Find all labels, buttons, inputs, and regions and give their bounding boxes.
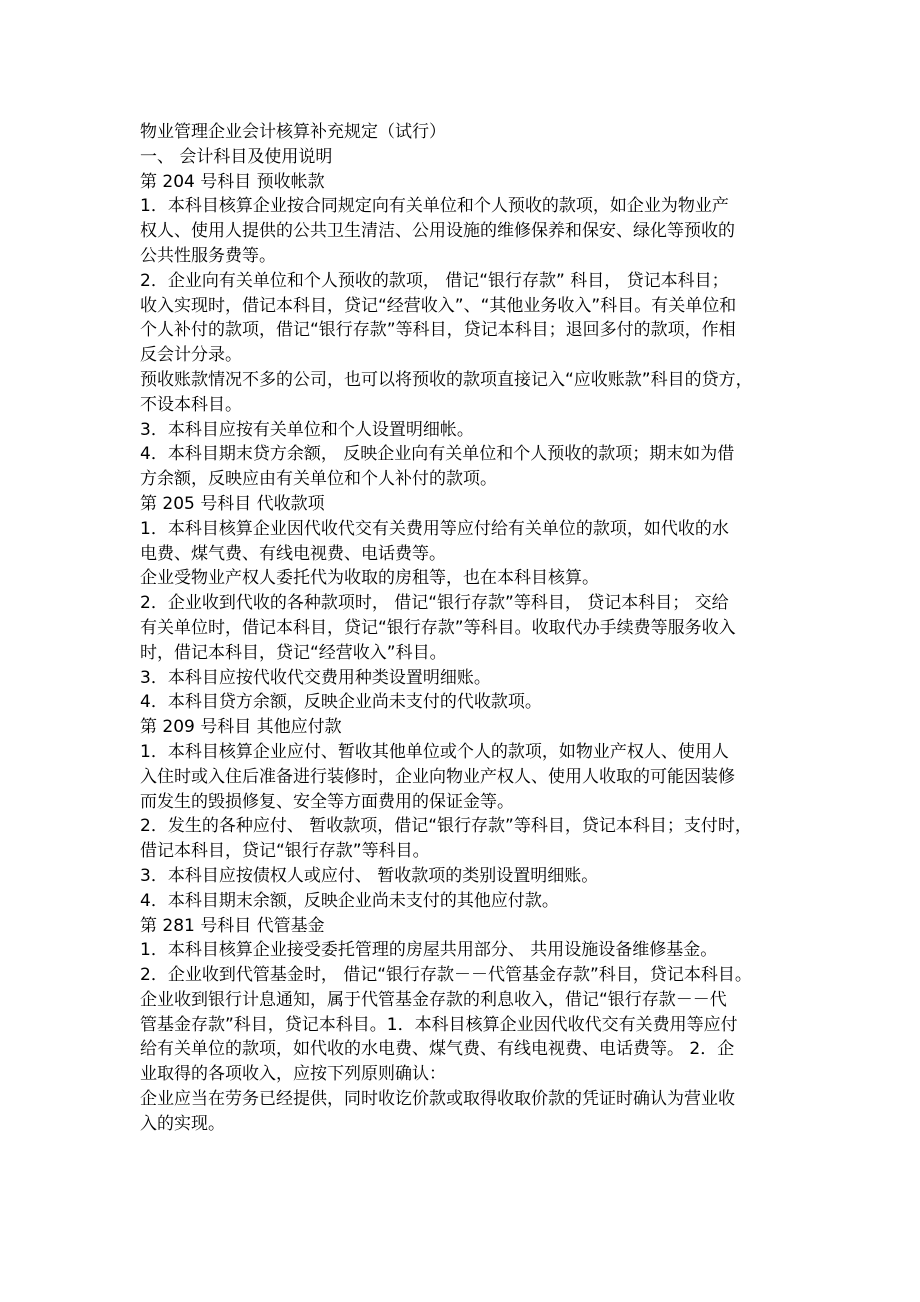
document-line: 第 209 号科目 其他应付款 [140,717,342,738]
document-line: 企业应当在劳务已经提供，同时收讫价款或取得收取价款的凭证时确认为营业收 [140,1089,735,1110]
document-line: 收入实现时，借记本科目，贷记“经营收入”、“其他业务收入”科目。有关单位和 [140,295,737,316]
document-line: 方余额，反映应由有关单位和个人补付的款项。 [140,469,497,490]
document-line: 1．本科目核算企业按合同规定向有关单位和个人预收的款项，如企业为物业产 [140,196,729,217]
document-line: 时，借记本科目，贷记“经营收入”科目。 [140,642,447,663]
document-line: 一、 会计科目及使用说明 [140,146,333,167]
document-line: 有关单位时，借记本科目，贷记“银行存款”等科目。收取代办手续费等服务收入 [140,617,736,638]
document-line: 公共性服务费等。 [140,245,276,266]
document-line: 预收账款情况不多的公司，也可以将预收的款项直接记入“应收账款”科目的贷方， [140,369,753,390]
document-line: 4．本科目期末余额，反映企业尚未支付的其他应付款。 [140,890,559,911]
document-line: 第 204 号科目 预收帐款 [140,171,325,192]
document-line: 4．本科目期末贷方余额， 反映企业向有关单位和个人预收的款项；期末如为借 [140,444,735,465]
document-line: 3．本科目应按代收代交费用种类设置明细账。 [140,667,491,688]
document-line: 给有关单位的款项，如代收的水电费、煤气费、有线电视费、电话费等。 2．企 [140,1039,735,1060]
document-line: 2．发生的各种应付、 暂收款项，借记“银行存款”等科目，贷记本科目；支付时， [140,816,752,837]
document-line: 1．本科目核算企业接受委托管理的房屋共用部分、 共用设施设备维修基金。 [140,940,718,961]
document-line: 业取得的各项收入，应按下列原则确认： [140,1064,446,1085]
document-line: 2．企业收到代收的各种款项时， 借记“银行存款”等科目， 贷记本科目； 交给 [140,593,729,614]
document-line: 而发生的毁损修复、安全等方面费用的保证金等。 [140,791,514,812]
document-line: 借记本科目，贷记“银行存款”等科目。 [140,841,430,862]
document-line: 入住时或入住后准备进行装修时，企业向物业产权人、使用人收取的可能因装修 [140,766,735,787]
document-line: 1．本科目核算企业应付、暂收其他单位或个人的款项，如物业产权人、使用人 [140,741,729,762]
document-line: 不设本科目。 [140,394,242,415]
document-line: 企业受物业产权人委托代为收取的房租等，也在本科目核算。 [140,568,599,589]
document-line: 管基金存款”科目，贷记本科目。1．本科目核算企业因代收代交有关费用等应付 [140,1014,738,1035]
document-title: 物业管理企业会计核算补充规定（试行） [140,122,446,142]
document-line: 电费、煤气费、有线电视费、电话费等。 [140,543,446,564]
document-line: 1．本科目核算企业因代收代交有关费用等应付给有关单位的款项，如代收的水 [140,518,729,539]
document-line: 个人补付的款项，借记“银行存款”等科目，贷记本科目；退回多付的款项，作相 [140,320,736,341]
document-line: 企业收到银行计息通知，属于代管基金存款的利息收入，借记“银行存款－－代 [140,989,727,1010]
document-line: 权人、使用人提供的公共卫生清洁、公用设施的维修保养和保安、绿化等预收的 [140,221,735,242]
document-line: 3．本科目应按债权人或应付、 暂收款项的类别设置明细账。 [140,865,599,886]
document-line: 入的实现。 [140,1113,225,1134]
document-line: 3．本科目应按有关单位和个人设置明细帐。 [140,419,474,440]
document-line: 反会计分录。 [140,345,242,366]
document-line: 4．本科目贷方余额，反映企业尚未支付的代收款项。 [140,692,542,713]
document-body [140,120,800,1137]
document-line: 第 205 号科目 代收款项 [140,493,325,514]
document-line: 2．企业向有关单位和个人预收的款项， 借记“银行存款” 科目， 贷记本科目； [140,270,729,291]
document-line: 2．企业收到代管基金时， 借记“银行存款－－代管基金存款”科目，贷记本科目。 [140,965,752,986]
document-line: 第 281 号科目 代管基金 [140,915,325,936]
